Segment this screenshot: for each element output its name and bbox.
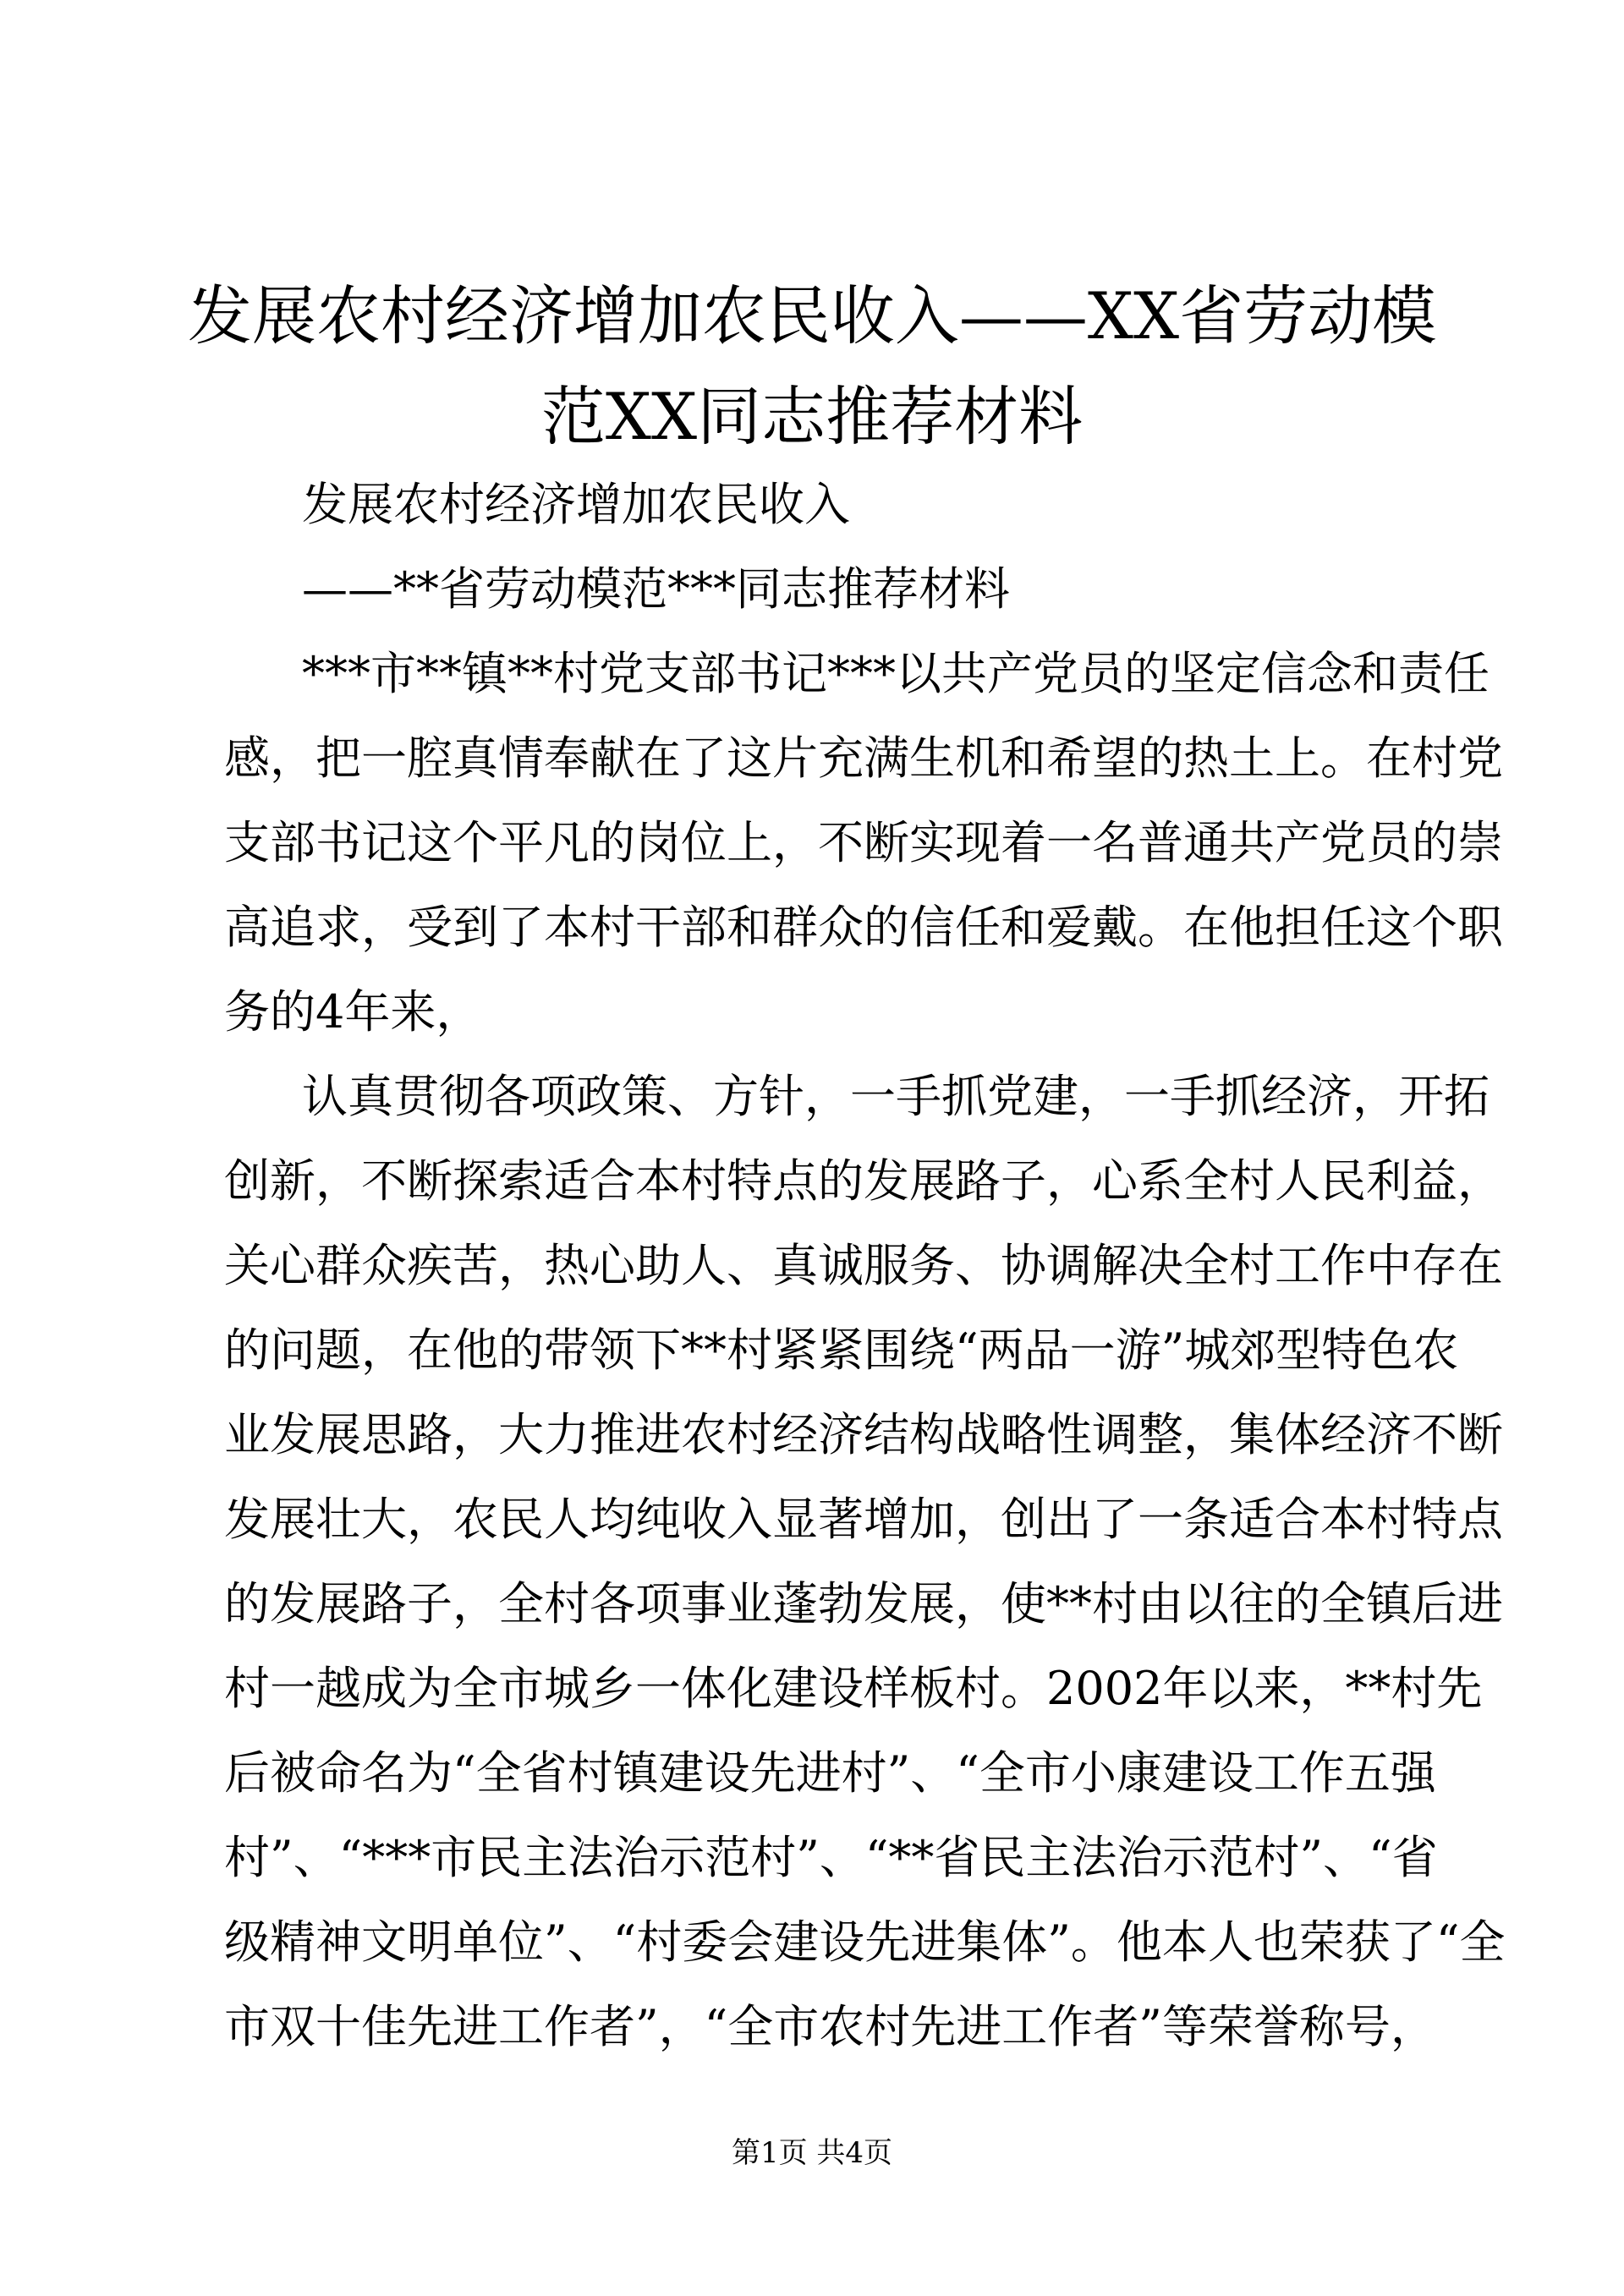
- paragraph-line: 业发展思路，大力推进农村经济结构战略性调整，集体经济不断: [224, 1408, 1503, 1461]
- paragraph-line: 支部书记这个平凡的岗位上，不断实现着一名普通共产党员的崇: [224, 816, 1503, 869]
- paragraph: [224, 632, 1503, 1055]
- document-title-line-2: 范XX同志推荐材料: [540, 379, 1084, 454]
- paragraph-line: 的问题，在他的带领下**村紧紧围绕“两品一游”城郊型特色农: [224, 1323, 1459, 1377]
- subtitle-line-2: ——**省劳动模范***同志推荐材料: [302, 562, 1010, 616]
- paragraphs: [224, 632, 1506, 2069]
- paragraph-line: 级精神文明单位”、“村委会建设先进集体”。他本人也荣获了“全: [224, 1915, 1506, 1969]
- paragraph-line: ***市**镇**村党支部书记***以共产党员的坚定信念和责任: [302, 647, 1490, 700]
- subtitle-line-1: 发展农村经济增加农民收入: [302, 478, 850, 531]
- paragraph-line: 市双十佳先进工作者”，“全市农村先进工作者”等荣誉称号，: [224, 2000, 1436, 2053]
- paragraph-line: 发展壮大，农民人均纯收入显著增加，创出了一条适合本村特点: [224, 1493, 1503, 1546]
- paragraph: [224, 1055, 1506, 2069]
- document-title-line-1: 发展农村经济增加农民收入——XX省劳动模: [187, 278, 1437, 353]
- paragraph-line: 的发展路子，全村各项事业蓬勃发展，使**村由以往的全镇后进: [224, 1577, 1503, 1630]
- document-body: [224, 463, 1506, 2069]
- paragraph-line: 后被命名为“全省村镇建设先进村”、“全市小康建设工作五强: [224, 1746, 1436, 1800]
- paragraph-line: 高追求，受到了本村干部和群众的信任和爱戴。在他担任这个职: [224, 901, 1503, 954]
- paragraph-line: 村一越成为全市城乡一体化建设样板村。2002年以来，**村先: [224, 1662, 1483, 1715]
- paragraph-line: 关心群众疾苦，热心助人、真诚服务、协调解决全村工作中存在: [224, 1239, 1503, 1292]
- paragraph-line: 感，把一腔真情奉献在了这片充满生机和希望的热土上。在村党: [224, 732, 1503, 785]
- paragraph-line: 创新，不断探索适合本村特点的发展路子，心系全村人民利益，: [224, 1154, 1503, 1208]
- paragraph-line: 务的4年来，: [224, 985, 482, 1038]
- paragraph-line: 认真贯彻各项政策、方针，一手抓党建，一手抓经济，开拓: [302, 1070, 1490, 1123]
- page-number: 第1页 共4页: [731, 2136, 893, 2170]
- paragraph-line: 村”、“***市民主法治示范村”、“**省民主法治示范村”、“省: [224, 1831, 1438, 1884]
